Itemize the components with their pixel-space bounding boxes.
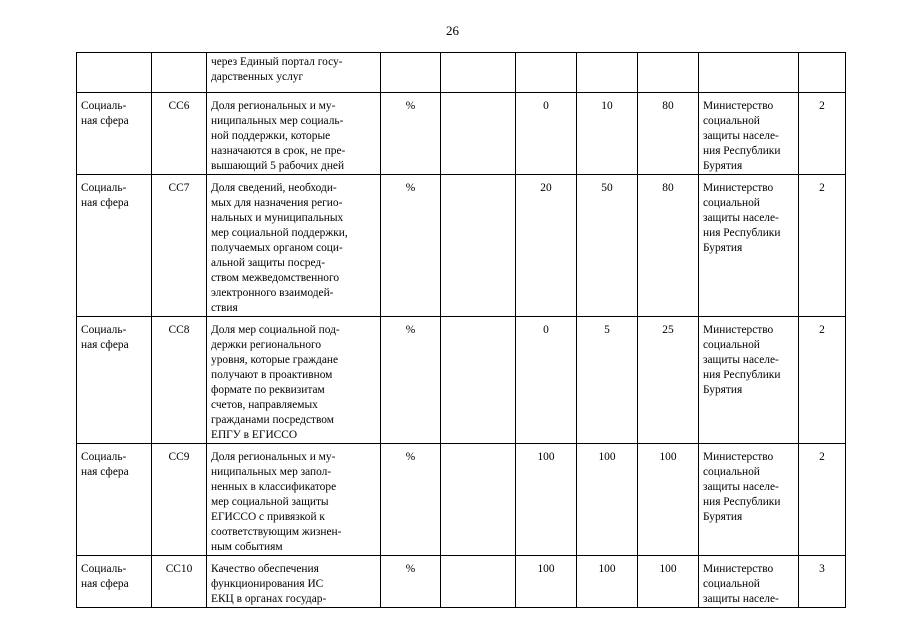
table-body xyxy=(77,53,846,608)
responsible-org-cell: Министерство социальной защиты населе- ния Республики Бурятия xyxy=(699,317,799,444)
value-1-cell xyxy=(516,53,577,93)
code-cell: СС7 xyxy=(152,175,207,317)
value-2-cell: 100 xyxy=(577,444,638,556)
last-column-cell: 2 xyxy=(799,444,846,556)
value-1-cell: 100 xyxy=(516,556,577,608)
indicator-name-cell: Качество обеспечения функционирования ИС ЕКЦ в органах государ- xyxy=(207,556,381,608)
base-value-cell xyxy=(441,175,516,317)
unit-cell: % xyxy=(381,93,441,175)
code-cell xyxy=(152,53,207,93)
value-1-cell: 100 xyxy=(516,444,577,556)
value-2-cell: 10 xyxy=(577,93,638,175)
indicator-name-cell: Доля мер социальной под- держки регионального уровня, которые граждане получают в проактивном формате по реквизитам счетов, направляемых гражданами посредством ЕПГУ в ЕГИССО xyxy=(207,317,381,444)
code-cell: СС6 xyxy=(152,93,207,175)
indicator-name-cell: Доля региональных и му- ниципальных мер запол- ненных в классификаторе мер социальной защиты ЕГИССО с привязкой к соответствующим жизнен- ным событиям xyxy=(207,444,381,556)
base-value-cell xyxy=(441,53,516,93)
value-1-cell: 20 xyxy=(516,175,577,317)
sphere-cell: Социаль- ная сфера xyxy=(77,317,152,444)
indicator-name-cell: Доля сведений, необходи- мых для назначения регио- нальных и муниципальных мер социальной поддержки, получаемых органом соци- альной защиты посред- ством межведомственного электронного взаимодей- ствия xyxy=(207,175,381,317)
page-number: 26 xyxy=(446,23,459,38)
unit-cell: % xyxy=(381,444,441,556)
code-cell: СС10 xyxy=(152,556,207,608)
last-column-cell: 2 xyxy=(799,175,846,317)
value-3-cell xyxy=(638,53,699,93)
value-3-cell: 80 xyxy=(638,175,699,317)
last-column-cell: 2 xyxy=(799,93,846,175)
value-1-cell: 0 xyxy=(516,317,577,444)
last-column-cell xyxy=(799,53,846,93)
table-row xyxy=(77,93,846,175)
sphere-cell: Социаль- ная сфера xyxy=(77,93,152,175)
value-2-cell: 50 xyxy=(577,175,638,317)
indicator-name-cell: через Единый портал госу- дарственных услуг xyxy=(207,53,381,93)
sphere-cell: Социаль- ная сфера xyxy=(77,175,152,317)
base-value-cell xyxy=(441,93,516,175)
sphere-cell: Социаль- ная сфера xyxy=(77,444,152,556)
value-3-cell: 100 xyxy=(638,444,699,556)
base-value-cell xyxy=(441,444,516,556)
responsible-org-cell: Министерство социальной защиты населе- ния Республики Бурятия xyxy=(699,93,799,175)
sphere-cell xyxy=(77,53,152,93)
last-column-cell: 2 xyxy=(799,317,846,444)
table-row xyxy=(77,556,846,608)
value-2-cell: 5 xyxy=(577,317,638,444)
last-column-cell: 3 xyxy=(799,556,846,608)
value-3-cell: 80 xyxy=(638,93,699,175)
base-value-cell xyxy=(441,556,516,608)
indicators-table xyxy=(76,52,846,608)
value-1-cell: 0 xyxy=(516,93,577,175)
responsible-org-cell: Министерство социальной защиты населе- ния Республики Бурятия xyxy=(699,444,799,556)
value-3-cell: 100 xyxy=(638,556,699,608)
responsible-org-cell xyxy=(699,53,799,93)
responsible-org-cell: Министерство социальной защиты населе- xyxy=(699,556,799,608)
unit-cell xyxy=(381,53,441,93)
unit-cell: % xyxy=(381,317,441,444)
value-2-cell: 100 xyxy=(577,556,638,608)
code-cell: СС9 xyxy=(152,444,207,556)
unit-cell: % xyxy=(381,175,441,317)
table-row xyxy=(77,53,846,93)
code-cell: СС8 xyxy=(152,317,207,444)
responsible-org-cell: Министерство социальной защиты населе- ния Республики Бурятия xyxy=(699,175,799,317)
indicator-name-cell: Доля региональных и му- ниципальных мер социаль- ной поддержки, которые назначаются в срок, не пре- вышающий 5 рабочих дней xyxy=(207,93,381,175)
value-3-cell: 25 xyxy=(638,317,699,444)
unit-cell: % xyxy=(381,556,441,608)
value-2-cell xyxy=(577,53,638,93)
sphere-cell: Социаль- ная сфера xyxy=(77,556,152,608)
table-row xyxy=(77,444,846,556)
table-row xyxy=(77,175,846,317)
base-value-cell xyxy=(441,317,516,444)
table-row xyxy=(77,317,846,444)
